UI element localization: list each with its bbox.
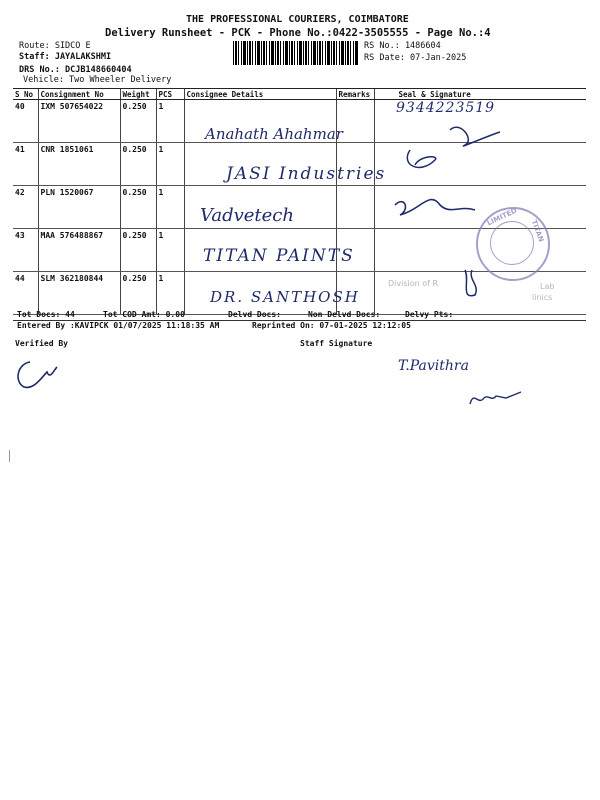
staff-signature-label: Staff Signature [300, 339, 373, 348]
cell-consignment: MAA 576488867 [38, 229, 120, 272]
cell-sno: 43 [13, 229, 38, 272]
handwritten-consignee-4: TITAN PAINTS [203, 246, 355, 266]
rs-number: RS No.: 1486604 [364, 41, 441, 51]
staff-signature-hand: T.Pavithra [398, 358, 469, 374]
cell-weight: 0.250 [120, 143, 156, 186]
cell-pcs: 1 [156, 229, 184, 272]
col-weight: Weight [120, 89, 156, 100]
col-seal: Seal & Signature [374, 89, 586, 100]
cell-consignment: SLM 362180844 [38, 272, 120, 315]
cell-sno: 40 [13, 100, 38, 143]
verified-by-label: Verified By [15, 339, 68, 348]
col-consignee: Consignee Details [184, 89, 336, 100]
table-header-row [13, 89, 586, 100]
total-docs: Tot Docs: 44 [17, 310, 75, 319]
cell-consignment: CNR 1851061 [38, 143, 120, 186]
total-cod-amount: Tot COD Amt: 0.00 [103, 310, 185, 319]
verifier-signature [12, 352, 62, 397]
handwritten-consignee-3: Vadvetech [200, 205, 294, 226]
cell-sno: 41 [13, 143, 38, 186]
cell-pcs: 1 [156, 100, 184, 143]
runsheet-title: Delivery Runsheet - PCK - Phone No.:0422-3505555 - Page No.:4 [105, 27, 491, 39]
cell-pcs: 1 [156, 272, 184, 315]
col-remarks: Remarks [336, 89, 374, 100]
company-seal-stamp [476, 207, 550, 281]
cell-consignment: IXM 507654022 [38, 100, 120, 143]
cell-sno: 42 [13, 186, 38, 229]
cell-weight: 0.250 [120, 186, 156, 229]
vehicle-label: Vehicle: Two Wheeler Delivery [23, 75, 172, 85]
delivered-docs: Delvd Docs: [228, 310, 281, 319]
handwritten-phone: 9344223519 [396, 100, 496, 116]
route-label: Route: SIDCO E [19, 41, 91, 51]
staff-label: Staff: JAYALAKSHMI [19, 52, 112, 62]
cell-weight: 0.250 [120, 229, 156, 272]
staff-signature-scribble [466, 386, 526, 411]
stamp-text-top: LIMITED [485, 206, 519, 228]
cell-weight: 0.250 [120, 100, 156, 143]
stamp-text-side: TITAN [529, 218, 546, 244]
reprinted-on: Reprinted On: 07-01-2025 12:12:05 [252, 321, 411, 330]
cell-consignment: PLN 1520067 [38, 186, 120, 229]
margin-mark [9, 450, 10, 462]
col-consignment: Consignment No [38, 89, 120, 100]
handwritten-consignee-5: DR. SANTHOSH [210, 288, 360, 306]
entered-by: Entered By :KAVIPCK 01/07/2025 11:18:35 AM [17, 321, 220, 330]
company-name: THE PROFESSIONAL COURIERS, COIMBATORE [186, 14, 409, 25]
barcode [233, 41, 359, 65]
rs-date: RS Date: 07-Jan-2025 [364, 53, 467, 63]
cell-pcs: 1 [156, 186, 184, 229]
stamp-inner-ring [490, 221, 534, 265]
col-pcs: PCS [156, 89, 184, 100]
handwritten-consignee-1: Anahath Ahahmar [205, 125, 343, 143]
non-delivered-docs: Non Delvd Docs: [308, 310, 381, 319]
faint-stamp-text-3: linics [532, 293, 553, 302]
delivery-points: Delvy Pts: [405, 310, 454, 319]
handwritten-consignee-2: JASI Industries [226, 164, 387, 184]
drs-number: DRS No.: DCJB148660404 [19, 65, 132, 75]
faint-stamp-text-2: Lab [540, 282, 555, 291]
col-sno: S No [13, 89, 38, 100]
cell-sno: 44 [13, 272, 38, 315]
faint-stamp-text-1: Division of R [388, 279, 439, 288]
cell-remarks [336, 186, 374, 229]
cell-weight: 0.250 [120, 272, 156, 315]
cell-pcs: 1 [156, 143, 184, 186]
